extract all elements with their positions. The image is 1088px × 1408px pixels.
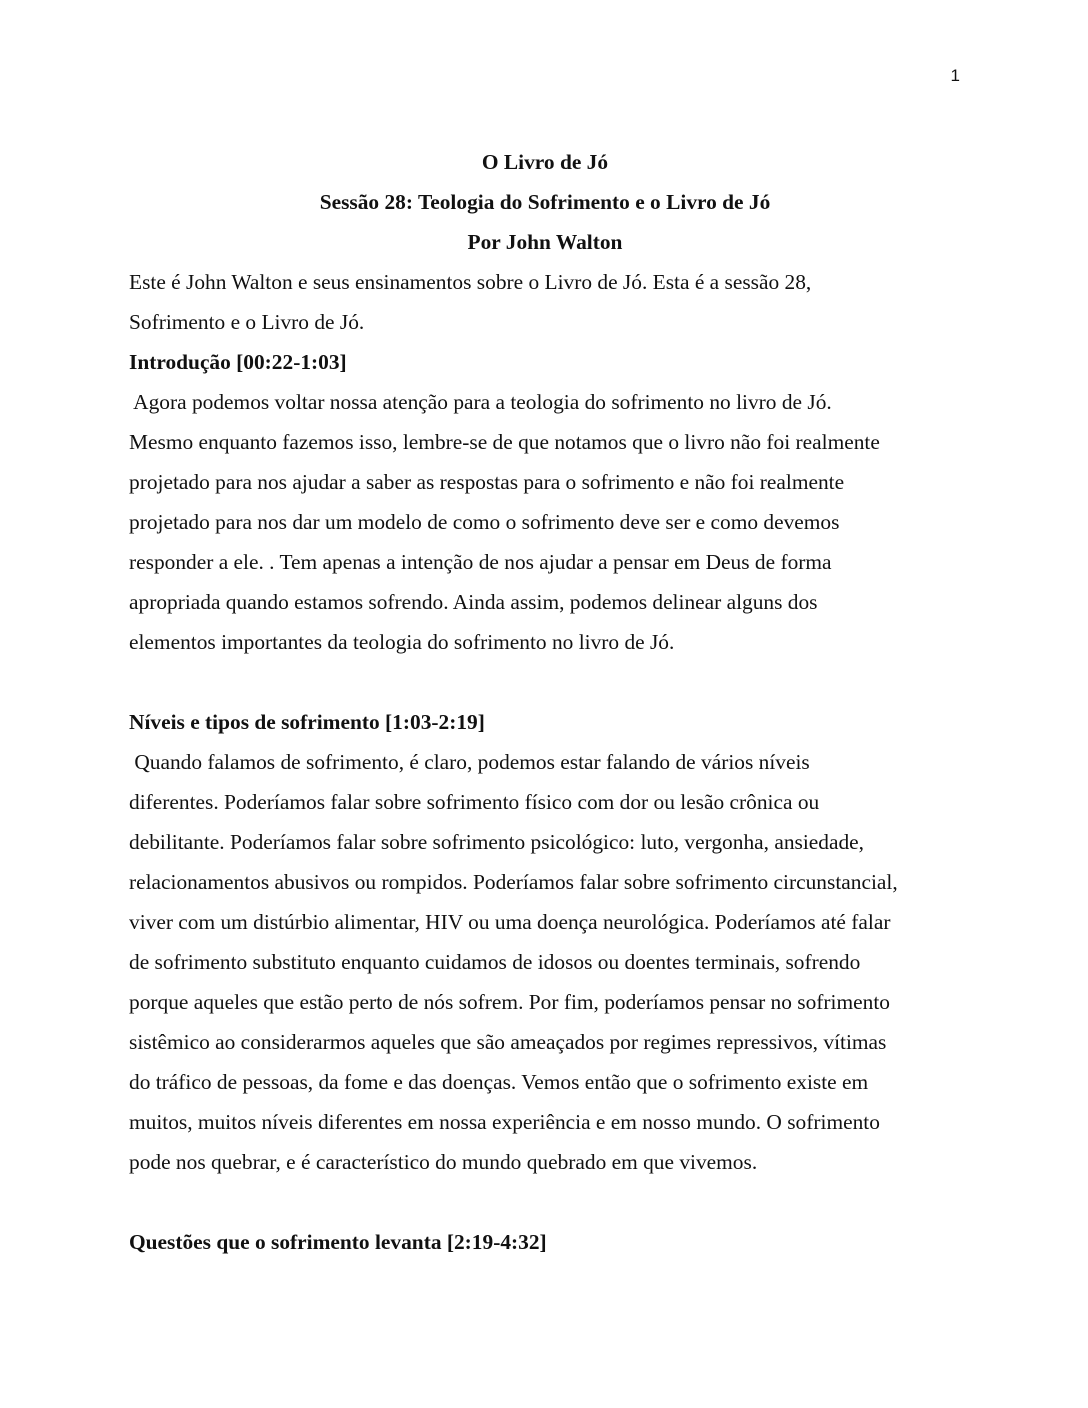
body-line: projetado para nos ajudar a saber as respostas para o sofrimento e não foi realmente <box>129 470 845 494</box>
section-body-niveis <box>129 742 961 1182</box>
body-line: diferentes. Poderíamos falar sobre sofrimento físico com dor ou lesão crônica ou <box>129 790 820 814</box>
body-line: relacionamentos abusivos ou rompidos. Poderíamos falar sobre sofrimento circunstancial, <box>129 870 898 894</box>
paragraph-gap <box>129 1182 961 1222</box>
body-line: apropriada quando estamos sofrendo. Ainda assim, podemos delinear alguns dos <box>129 590 818 614</box>
section-body-introducao <box>129 382 961 662</box>
page-number: 1 <box>950 66 960 85</box>
intro-line: Sofrimento e o Livro de Jó. <box>129 310 365 334</box>
intro-line: Este é John Walton e seus ensinamentos sobre o Livro de Jó. Esta é a sessão 28, <box>129 270 812 294</box>
body-line: viver com um distúrbio alimentar, HIV ou uma doença neurológica. Poderíamos até falar <box>129 910 891 934</box>
section-heading-niveis: Níveis e tipos de sofrimento [1:03-2:19] <box>129 710 485 734</box>
body-line: do tráfico de pessoas, da fome e das doenças. Vemos então que o sofrimento existe em <box>129 1070 869 1094</box>
section-heading-questoes: Questões que o sofrimento levanta [2:19-4:32] <box>129 1230 547 1254</box>
body-line: debilitante. Poderíamos falar sobre sofrimento psicológico: luto, vergonha, ansiedade, <box>129 830 865 854</box>
body-line: projetado para nos dar um modelo de como o sofrimento deve ser e como devemos <box>129 510 840 534</box>
body-line: porque aqueles que estão perto de nós sofrem. Por fim, poderíamos pensar no sofrimento <box>129 990 890 1014</box>
body-line: responder a ele. . Tem apenas a intenção de nos ajudar a pensar em Deus de forma <box>129 550 832 574</box>
body-line: Mesmo enquanto fazemos isso, lembre-se de que notamos que o livro não foi realmente <box>129 430 880 454</box>
body-line: de sofrimento substituto enquanto cuidamos de idosos ou doentes terminais, sofrendo <box>129 950 861 974</box>
body-line: muitos, muitos níveis diferentes em nossa experiência e em nosso mundo. O sofrimento <box>129 1110 880 1134</box>
body-line: Agora podemos voltar nossa atenção para a teologia do sofrimento no livro de Jó. <box>129 390 832 414</box>
body-line: elementos importantes da teologia do sofrimento no livro de Jó. <box>129 630 675 654</box>
body-line: sistêmico ao considerarmos aqueles que são ameaçados por regimes repressivos, vítimas <box>129 1030 887 1054</box>
body-line: Quando falamos de sofrimento, é claro, podemos estar falando de vários níveis <box>129 750 810 774</box>
section-heading-introducao: Introdução [00:22-1:03] <box>129 350 347 374</box>
body-line: pode nos quebrar, e é característico do mundo quebrado em que vivemos. <box>129 1150 758 1174</box>
document-title: O Livro de Jó <box>481 150 609 174</box>
paragraph-gap <box>129 662 961 702</box>
document-body <box>129 142 961 1262</box>
author-line: Por John Walton <box>467 230 623 254</box>
session-title: Sessão 28: Teologia do Sofrimento e o Livro de Jó <box>319 190 771 214</box>
